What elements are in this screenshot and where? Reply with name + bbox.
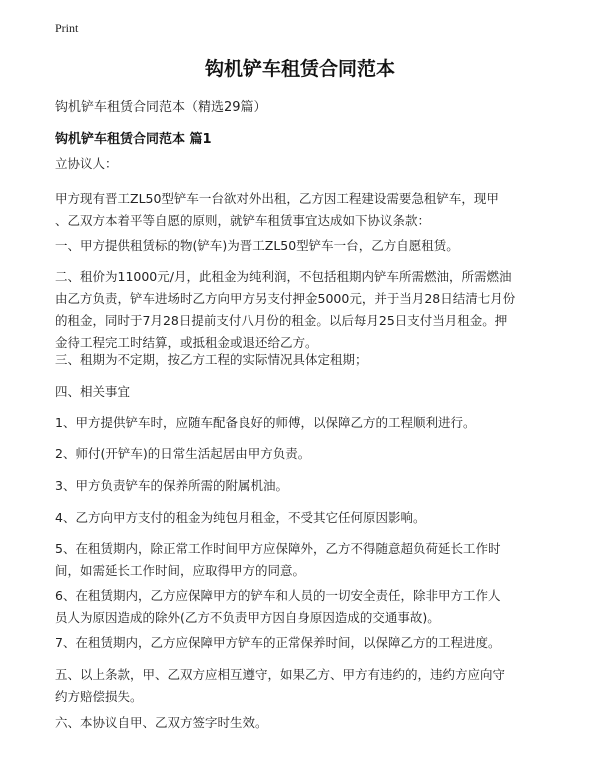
paragraph-clause-5: 五、以上条款，甲、乙双方应相互遵守，如果乙方、甲方有违约的，违约方应向守 约方赔偿损失。 [55,667,506,704]
section-heading: 钩机铲车租赁合同范本 篇1 [55,132,212,147]
paragraph-item-1: 1、甲方提供铲车时，应随车配备良好的师傅，以保障乙方的工程顺利进行。 [55,415,476,430]
paragraph-intro: 甲方现有晋工ZL50型铲车一台欲对外出租，乙方因工程建设需要急租铲车，现甲 、乙双方本着平等自愿的原则，就铲车租赁事宜达成如下协议条款： [55,191,499,228]
paragraph-item-3: 3、甲方负责铲车的保养所需的附属机油。 [55,478,288,493]
paragraph-clause-3: 三、租期为不定期，按乙方工程的实际情况具体定租期； [55,352,368,367]
paragraph-item-5: 5、在租赁期内，除正常工作时间甲方应保障外，乙方不得随意超负荷延长工作时 间，如需延长工作时间，应取得甲方的同意。 [55,541,501,578]
paragraph-item-6: 6、在租赁期内，乙方应保障甲方的铲车和人员的一切安全责任，除非甲方工作人 员人为原因造成的除外(乙方不负责甲方因自身原因造成的交通事故)。 [55,588,501,625]
print-label: Print [55,21,79,35]
document-subtitle: 钩机铲车租赁合同范本（精选29篇） [55,100,267,115]
paragraph-clause-1: 一、甲方提供租赁标的物(铲车)为晋工ZL50型铲车一台，乙方自愿租赁。 [55,238,459,253]
paragraph-clause-2: 二、租价为11000元/月，此租金为纯利润，不包括租期内铲车所需燃油，所需燃油 由乙方负责，铲车进场时乙方向甲方另支付押金5000元，并于当月28日结清七月份 的租金，同时于7月28日提前支付八月份的租金。以后每月25日支付当月租金。押 金待工程完工时结算，或抵租金或退还给乙方。 [55,269,516,350]
paragraph-clause-4-heading: 四、相关事宜 [55,384,131,399]
document-title: 钩机铲车租赁合同范本 [204,58,395,80]
paragraph-item-2: 2、师付(开铲车)的日常生活起居由甲方负责。 [55,446,311,461]
paragraph-parties: 立协议人： [55,156,118,171]
paragraph-item-4: 4、乙方向甲方支付的租金为纯包月租金，不受其它任何原因影响。 [55,510,426,525]
paragraph-item-7: 7、在租赁期内，乙方应保障甲方铲车的正常保养时间，以保障乙方的工程进度。 [55,635,501,650]
paragraph-clause-6: 六、本协议自甲、乙双方签字时生效。 [55,715,268,730]
